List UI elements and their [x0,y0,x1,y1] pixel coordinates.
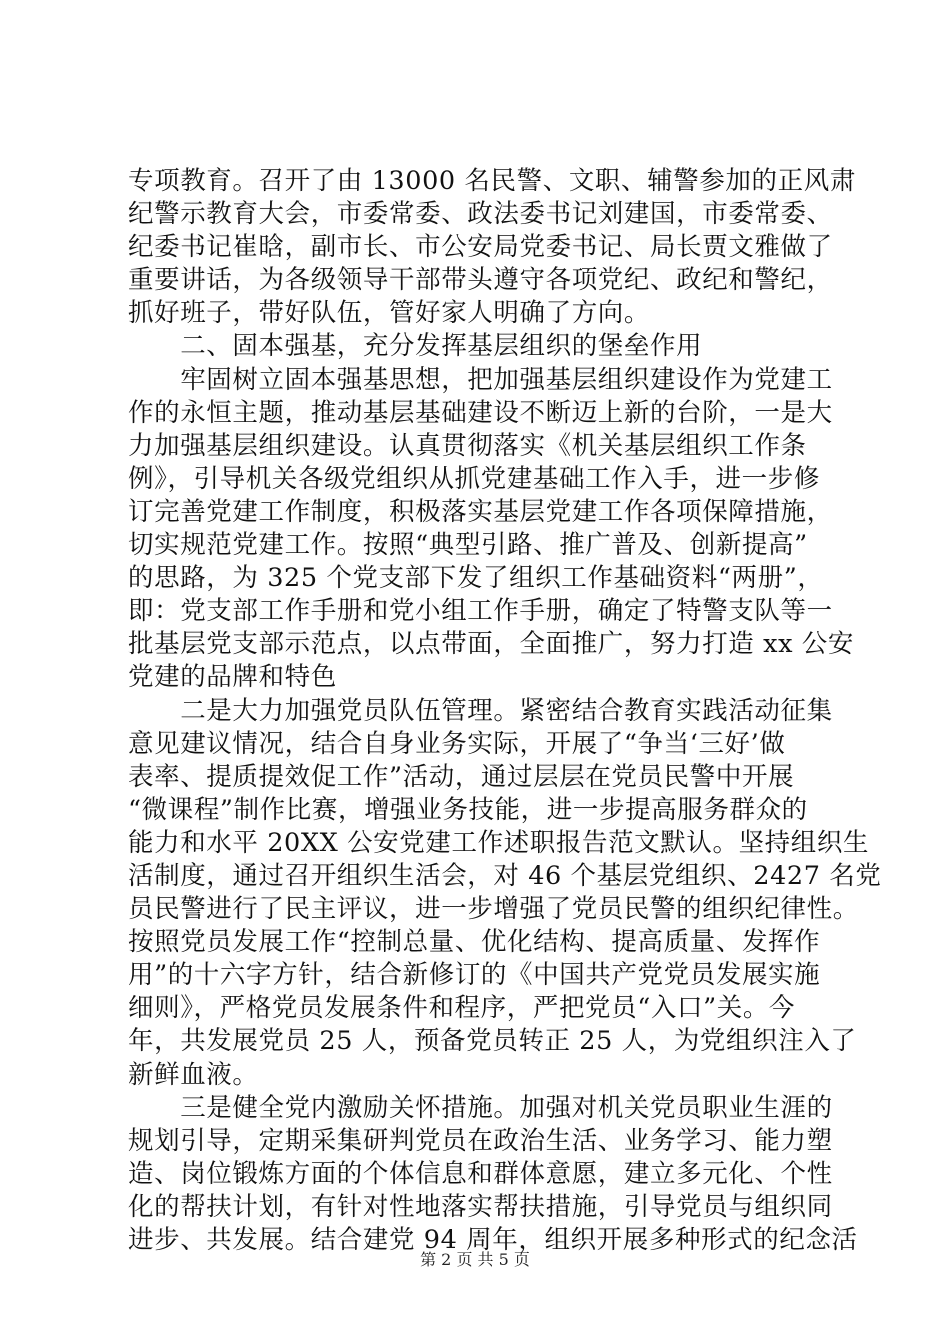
text-line: 党建的品牌和特色 [128,662,337,693]
text-line: “微课程”制作比赛，增强业务技能，进一步提高服务群众的 [128,794,808,825]
text-line: 切实规范党建工作。按照“典型引路、推广普及、创新提高” [128,530,808,561]
text-line: 纪警示教育大会，市委常委、政法委书记刘建国，市委常委、 [128,199,833,230]
text-line: 造、岗位锻炼方面的个体信息和群体意愿，建立多元化、个性 [128,1158,833,1189]
text-line: 员民警进行了民主评议，进一步增强了党员民警的组织纪律性。 [128,894,859,925]
text-line: 规划引导，定期采集研判党员在政治生活、业务学习、能力塑 [128,1125,833,1156]
text-line: 细则》，严格党员发展条件和程序，严把党员“入口”关。今 [128,993,796,1024]
text-line: 三是健全党内激励关怀措施。加强对机关党员职业生涯的 [128,1092,833,1123]
text-line: 年，共发展党员 25 人，预备党员转正 25 人，为党组织注入了 [128,1026,857,1057]
text-line: 批基层党支部示范点，以点带面，全面推广，努力打造 xx 公安 [128,629,854,660]
text-line: 化的帮扶计划，有针对性地落实帮扶措施，引导党员与组织同 [128,1191,833,1222]
text-line: 二是大力加强党员队伍管理。紧密结合教育实践活动征集 [128,695,833,726]
text-line: 新鲜血液。 [128,1059,259,1090]
document-body [128,165,882,1257]
text-line: 活制度，通过召开组织生活会，对 46 个基层党组织、2427 名党 [128,860,882,891]
text-line: 订完善党建工作制度，积极落实基层党建工作各项保障措施， [128,496,833,527]
text-line: 专项教育。召开了由 13000 名民警、文职、辅警参加的正风肃 [128,166,856,196]
text-line: 力加强基层组织建设。认真贯彻落实《机关基层组织工作条 [128,430,807,461]
text-line: 抓好班子，带好队伍，管好家人明确了方向。 [128,298,651,329]
text-line: 进步、共发展。结合建党 94 周年，组织开展多种形式的纪念活 [128,1225,858,1255]
text-line: 重要讲话，为各级领导干部带头遵守各项党纪、政纪和警纪， [128,265,833,296]
text-line: 纪委书记崔晗，副市长、市公安局党委书记、局长贾文雅做了 [128,232,833,263]
text-line: 用”的十六字方针，结合新修订的《中国共产党党员发展实施 [128,960,821,991]
text-line: 意见建议情况，结合自身业务实际，开展了“争当‘三好’做 [128,728,786,759]
text-line: 作的永恒主题，推动基层基础建设不断迈上新的台阶，一是大 [128,397,833,428]
text-line: 按照党员发展工作“控制总量、优化结构、提高质量、发挥作 [128,927,821,958]
text-line: 例》，引导机关各级党组织从抓党建基础工作入手，进一步修 [128,463,820,494]
page-number-footer: 第 2 页 共 5 页 [420,1250,530,1269]
text-line: 牢固树立固本强基思想，把加强基层组织建设作为党建工 [128,364,833,395]
text-line: 即：党支部工作手册和党小组工作手册，确定了特警支队等一 [128,596,833,627]
text-line: 表率、提质提效促工作”活动，通过层层在党员民警中开展 [128,761,795,792]
section-heading: 二、固本强基，充分发挥基层组织的堡垒作用 [128,331,703,362]
text-line: 能力和水平 20XX 公安党建工作述职报告范文默认。坚持组织生 [128,827,870,858]
text-line: 的思路，为 325 个党支部下发了组织工作基础资料“两册”， [128,563,824,594]
